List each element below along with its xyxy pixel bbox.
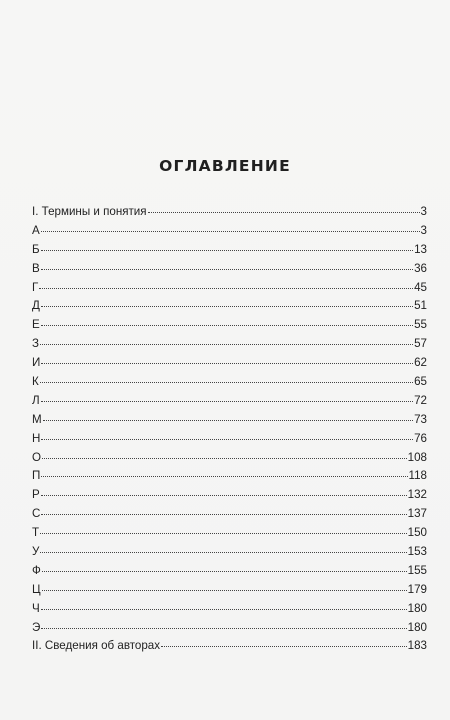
- toc-entry-label: Ф: [32, 563, 41, 577]
- toc-entry-label: С: [32, 507, 41, 521]
- toc-entry: [32, 354, 427, 373]
- dot-leader: [148, 212, 420, 213]
- dot-leader: [43, 420, 413, 421]
- toc-entry: [32, 543, 427, 562]
- toc-entry: [32, 411, 427, 430]
- toc-entry: [32, 373, 427, 392]
- toc-entry: [32, 449, 427, 468]
- toc-entry-label: Л: [32, 393, 40, 407]
- toc-entry: [32, 524, 427, 543]
- toc-entry-page-number: 57: [414, 337, 427, 351]
- dot-leader: [161, 646, 407, 647]
- toc-entry-page-number: 76: [414, 431, 427, 445]
- toc-entry: [32, 486, 427, 505]
- dot-leader: [41, 325, 413, 326]
- toc-entry-label: Ч: [32, 601, 40, 615]
- toc-entry-label: Г: [32, 280, 39, 294]
- dot-leader: [40, 344, 413, 345]
- toc-entry-label: У: [32, 545, 40, 559]
- dot-leader: [41, 439, 413, 440]
- toc-entry-label: И: [32, 356, 41, 370]
- toc-entry-page-number: 153: [407, 545, 427, 559]
- toc-entry-page-number: 72: [414, 393, 427, 407]
- toc-entry: [32, 637, 427, 656]
- toc-entry-page-number: 36: [414, 261, 427, 275]
- toc-entry-label: П: [32, 469, 41, 483]
- toc-entry: [32, 467, 427, 486]
- toc-entry-label: О: [32, 450, 42, 464]
- toc-entry: [32, 203, 427, 222]
- toc-entry-label: Э: [32, 620, 41, 634]
- toc-entry-page-number: 179: [407, 582, 427, 596]
- dot-leader: [41, 269, 413, 270]
- toc-entry: [32, 619, 427, 638]
- toc-entry-page-number: 132: [407, 488, 427, 502]
- toc-entry-label: Ц: [32, 582, 41, 596]
- toc-entry-label: А: [32, 223, 40, 237]
- toc-entry-page-number: 55: [414, 318, 427, 332]
- dot-leader: [41, 363, 413, 364]
- dot-leader: [41, 476, 407, 477]
- dot-leader: [42, 590, 407, 591]
- toc-entry-page-number: 183: [407, 639, 427, 653]
- dot-leader: [39, 288, 413, 289]
- dot-leader: [41, 514, 406, 515]
- dot-leader: [40, 382, 413, 383]
- dot-leader: [41, 401, 413, 402]
- toc-entry-label: Р: [32, 488, 40, 502]
- dot-leader: [41, 495, 407, 496]
- dot-leader: [42, 571, 407, 572]
- toc-entry-page-number: 180: [407, 620, 427, 634]
- toc-entry-page-number: 3: [420, 223, 427, 237]
- toc-entry: [32, 430, 427, 449]
- page-title: ОГЛАВЛЕНИЕ: [159, 157, 291, 175]
- toc-entry: [32, 260, 427, 279]
- toc-entry-label: К: [32, 375, 39, 389]
- dot-leader: [41, 250, 413, 251]
- toc-entry-label: II. Сведения об авторах: [32, 639, 161, 653]
- toc-entry-page-number: 118: [408, 469, 427, 483]
- toc-entry-page-number: 155: [407, 563, 427, 577]
- toc-entry: [32, 222, 427, 241]
- toc-entry-page-number: 3: [420, 205, 427, 218]
- dot-leader: [41, 231, 420, 232]
- toc-entry-page-number: 150: [407, 526, 427, 540]
- dot-leader: [42, 458, 407, 459]
- toc-entry: [32, 279, 427, 298]
- dot-leader: [40, 552, 406, 553]
- toc-entry: [32, 581, 427, 600]
- toc-entry-page-number: 108: [407, 450, 427, 464]
- toc-entry: [32, 316, 427, 335]
- toc-entry: [32, 392, 427, 411]
- toc-entry-label: Б: [32, 242, 40, 256]
- toc-entry-page-number: 13: [414, 242, 427, 256]
- toc-entry: [32, 241, 427, 260]
- toc-entry-page-number: 73: [414, 412, 427, 426]
- toc-entry: [32, 562, 427, 581]
- toc-entry-page-number: 45: [414, 280, 427, 294]
- toc-entry-page-number: 62: [414, 356, 427, 370]
- toc-entry-label: Т: [32, 526, 40, 540]
- toc-entry: [32, 335, 427, 354]
- dot-leader: [41, 628, 406, 629]
- dot-leader: [40, 533, 407, 534]
- dot-leader: [41, 609, 407, 610]
- toc-entry-page-number: 137: [407, 507, 427, 521]
- toc-entry-label: В: [32, 261, 40, 275]
- toc-entry: [32, 297, 427, 316]
- table-of-contents: [32, 203, 427, 656]
- toc-entry-page-number: 180: [407, 601, 427, 615]
- toc-entry-label: Д: [32, 299, 40, 313]
- toc-entry-label: Н: [32, 431, 41, 445]
- toc-entry-page-number: 51: [414, 299, 427, 313]
- toc-entry-label: М: [32, 412, 42, 426]
- toc-entry: [32, 505, 427, 524]
- toc-entry-page-number: 65: [414, 375, 427, 389]
- toc-entry: [32, 600, 427, 619]
- toc-entry-label: I. Термины и понятия: [32, 205, 147, 218]
- toc-entry-label: Е: [32, 318, 40, 332]
- toc-entry-label: З: [32, 337, 40, 351]
- dot-leader: [41, 306, 413, 307]
